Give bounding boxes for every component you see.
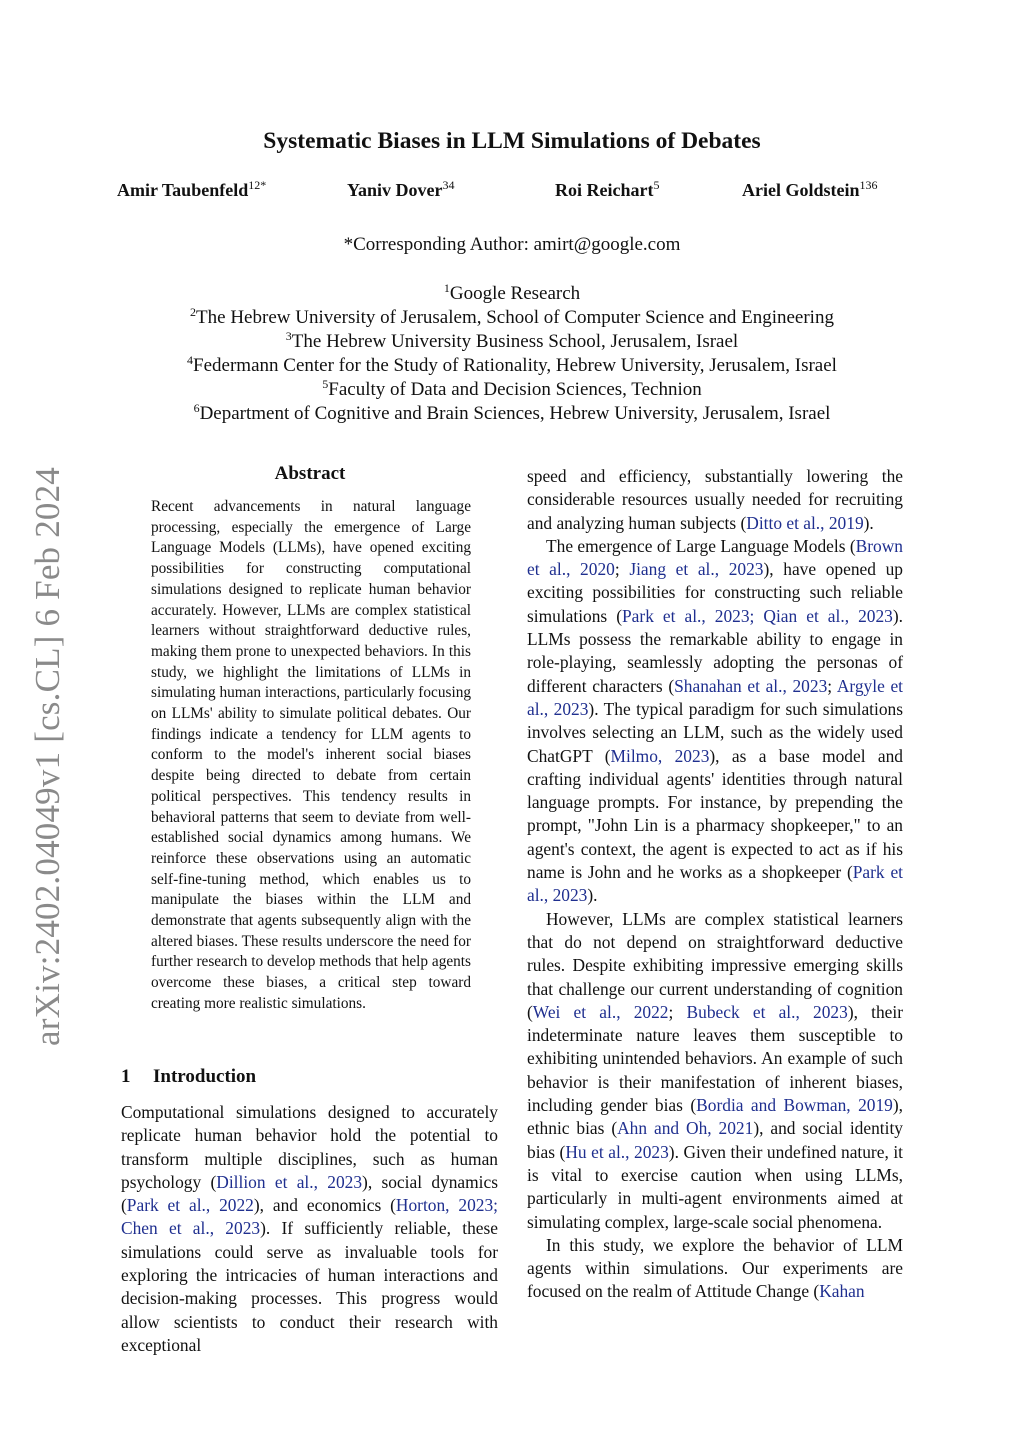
author-affil-marks: 12* <box>248 178 267 192</box>
citation-link[interactable]: Horton, 2023; Chen et al., 2023 <box>121 1195 499 1239</box>
citation-link[interactable]: Bubeck et al., 2023 <box>686 1001 848 1022</box>
intro-paragraph <box>527 465 903 535</box>
affiliation-line <box>0 402 1024 426</box>
author-name: Amir Taubenfeld <box>117 180 249 200</box>
affiliations <box>0 282 1024 426</box>
section-title: Introduction <box>153 1066 257 1087</box>
citation-link[interactable]: Hu et al., 2023 <box>565 1141 669 1162</box>
author-affil-marks: 136 <box>859 178 878 192</box>
citation-link[interactable]: Ahn and Oh, 2021 <box>617 1118 754 1139</box>
affiliation-text: Google Research <box>449 283 581 304</box>
body-text: ). If sufficiently reliable, these simulations could serve as invaluable tools for exploring the intricacies of human interactions and decision-making processes. This progress would allow scientists to conduct their research with exceptional <box>121 1218 498 1355</box>
abstract-heading: Abstract <box>274 463 346 484</box>
intro-paragraph-left <box>121 1101 498 1357</box>
body-text: ), social dynamics ( <box>121 1171 498 1216</box>
body-text: ). <box>863 512 874 533</box>
citation-link[interactable]: Milmo, 2023 <box>610 745 710 766</box>
author-name: Ariel Goldstein <box>742 180 860 200</box>
affiliation-number: 3 <box>285 329 292 343</box>
body-text: ). Given their undefined nature, it is vital to exercise caution when using LLMs, particularly in multi-agent environments aimed at simulating complex, large-scale social phenomena. <box>527 1141 903 1232</box>
body-text: ). <box>587 885 598 906</box>
affiliation-number: 4 <box>187 353 194 367</box>
corresponding-author: *Corresponding Author: amirt@google.com <box>343 234 681 255</box>
affiliation-line <box>0 330 1024 354</box>
body-text: speed and efficiency, substantially lowering the considerable resources usually needed for recruiting and analyzing human subjects ( <box>527 466 903 533</box>
affiliation-number: 1 <box>443 281 450 295</box>
affiliation-text: Faculty of Data and Decision Sciences, Technion <box>328 379 702 400</box>
body-text: ), ethnic bias ( <box>527 1095 903 1139</box>
abstract-text: Recent advancements in natural language processing, especially the emergence of Large Language Models (LLMs), have opened exciting possibilities for constructing computational simulations designed to replicate human behavior accurately. However, LLMs are complex statistical learners without straightforward deductive rules, making them prone to unexpected behaviors. In this study, we highlight the limitations of LLMs in simulating human interactions, particularly focusing on LLMs' ability to simulate political debates. Our findings indicate a tendency for LLM agents to conform to the model's inherent social biases despite being directed to debate from certain political perspectives. This tendency results in behavioral patterns that seem to deviate from well-established social dynamics among humans. We reinforce these observations using an automatic self-fine-tuning method, which enables us to manipulate the biases within the LLM and demonstrate that agents subsequently align with the altered biases. These results underscore the need for further research to develop methods that help agents overcome these biases, a critical step toward creating more realistic simulations. <box>151 498 471 1012</box>
body-text: ), and social identity bias ( <box>527 1118 903 1162</box>
affiliation-text: Department of Cognitive and Brain Sciences, Hebrew University, Jerusalem, Israel <box>199 403 831 424</box>
citation-link[interactable]: Shanahan et al., 2023 <box>674 675 828 696</box>
body-text: Computational simulations designed to accurately replicate human behavior hold the potential to transform multiple disciplines, such as human psychology ( <box>121 1102 498 1192</box>
citation-link[interactable]: Bordia and Bowman, 2019 <box>696 1095 893 1116</box>
author-3 <box>555 180 659 201</box>
citation-link[interactable]: Dillion et al., 2023 <box>216 1171 363 1192</box>
citation-link[interactable]: Wei et al., 2022 <box>532 1001 669 1022</box>
affiliation-line <box>0 306 1024 330</box>
author-1 <box>117 180 266 201</box>
body-text: ; <box>614 559 630 580</box>
body-text: ), have opened up exciting possibilities for constructing such reliable simulations ( <box>527 559 903 626</box>
citation-link[interactable]: Ditto et al., 2019 <box>746 512 864 533</box>
body-text: In this study, we explore the behavior of LLM agents within simulations. Our experiments are focused on the realm of Attitude Change ( <box>527 1234 903 1302</box>
body-text: ), as a base model and crafting individual agents' identities through natural language prompts. For instance, by prepending the prompt, "John Lin is a pharmacy shopkeeper," to an agent's context, the agent is expected to act as if his name is John and he works as a shopkeeper ( <box>527 745 904 883</box>
author-affil-marks: 34 <box>442 178 455 192</box>
body-text: ). LLMs possess the remarkable ability to engage in role-playing, seamlessly adopting the personas of different characters ( <box>527 605 903 696</box>
citation-link[interactable]: Park et al., 2023 <box>527 862 904 906</box>
affiliation-line <box>0 282 1024 306</box>
affiliation-number: 2 <box>190 305 197 319</box>
body-text: ), and economics ( <box>253 1195 396 1216</box>
intro-paragraph <box>527 1234 903 1304</box>
citation-link[interactable]: Park et al., 2022 <box>126 1195 254 1216</box>
affiliation-line <box>0 378 1024 402</box>
author-4 <box>742 180 878 201</box>
section-heading-introduction <box>121 1066 256 1088</box>
arxiv-identifier: arXiv:2402.04049v1 [cs.CL] 6 Feb 2024 <box>28 466 67 1046</box>
author-2 <box>347 180 455 201</box>
affiliation-line <box>0 354 1024 378</box>
citation-link[interactable]: Park et al., 2023; Qian et al., 2023 <box>622 605 893 626</box>
author-name: Roi Reichart <box>555 180 654 200</box>
intro-paragraph <box>527 908 903 1234</box>
body-text: The emergence of Large Language Models ( <box>546 535 856 556</box>
affiliation-number: 5 <box>322 377 329 391</box>
body-text: ; <box>668 1001 687 1022</box>
citation-link[interactable]: Brown et al., 2020 <box>527 535 903 580</box>
body-text: ), their indeterminate nature leaves them susceptible to exhibiting unintended behaviors. An example of such behavior is their manifestation of inherent biases, including gender bias ( <box>527 1001 904 1116</box>
intro-column-right <box>527 465 903 1304</box>
affiliation-text: The Hebrew University Business School, Jerusalem, Israel <box>291 331 739 352</box>
affiliation-text: The Hebrew University of Jerusalem, School of Computer Science and Engineering <box>196 307 834 328</box>
citation-link[interactable]: Jiang et al., 2023 <box>629 559 764 580</box>
author-name: Yaniv Dover <box>347 180 443 200</box>
affiliation-number: 6 <box>193 401 200 415</box>
body-text: However, LLMs are complex statistical learners that do not depend on straightforward deductive rules. Despite exhibiting impressive emerging skills that challenge our current understanding of cognition ( <box>527 908 903 1022</box>
affiliation-text: Federmann Center for the Study of Rationality, Hebrew University, Jerusalem, Israel <box>193 355 837 376</box>
intro-paragraph <box>527 535 903 908</box>
author-affil-marks: 5 <box>653 178 660 192</box>
citation-link[interactable]: Kahan <box>819 1281 865 1302</box>
citation-link[interactable]: Argyle et al., 2023 <box>527 675 903 719</box>
section-number: 1 <box>121 1066 131 1087</box>
body-text: ; <box>827 675 837 696</box>
paper-title: Systematic Biases in LLM Simulations of Debates <box>263 128 761 154</box>
body-text: ). The typical paradigm for such simulations involves selecting an LLM, such as the widely used ChatGPT ( <box>527 698 903 766</box>
